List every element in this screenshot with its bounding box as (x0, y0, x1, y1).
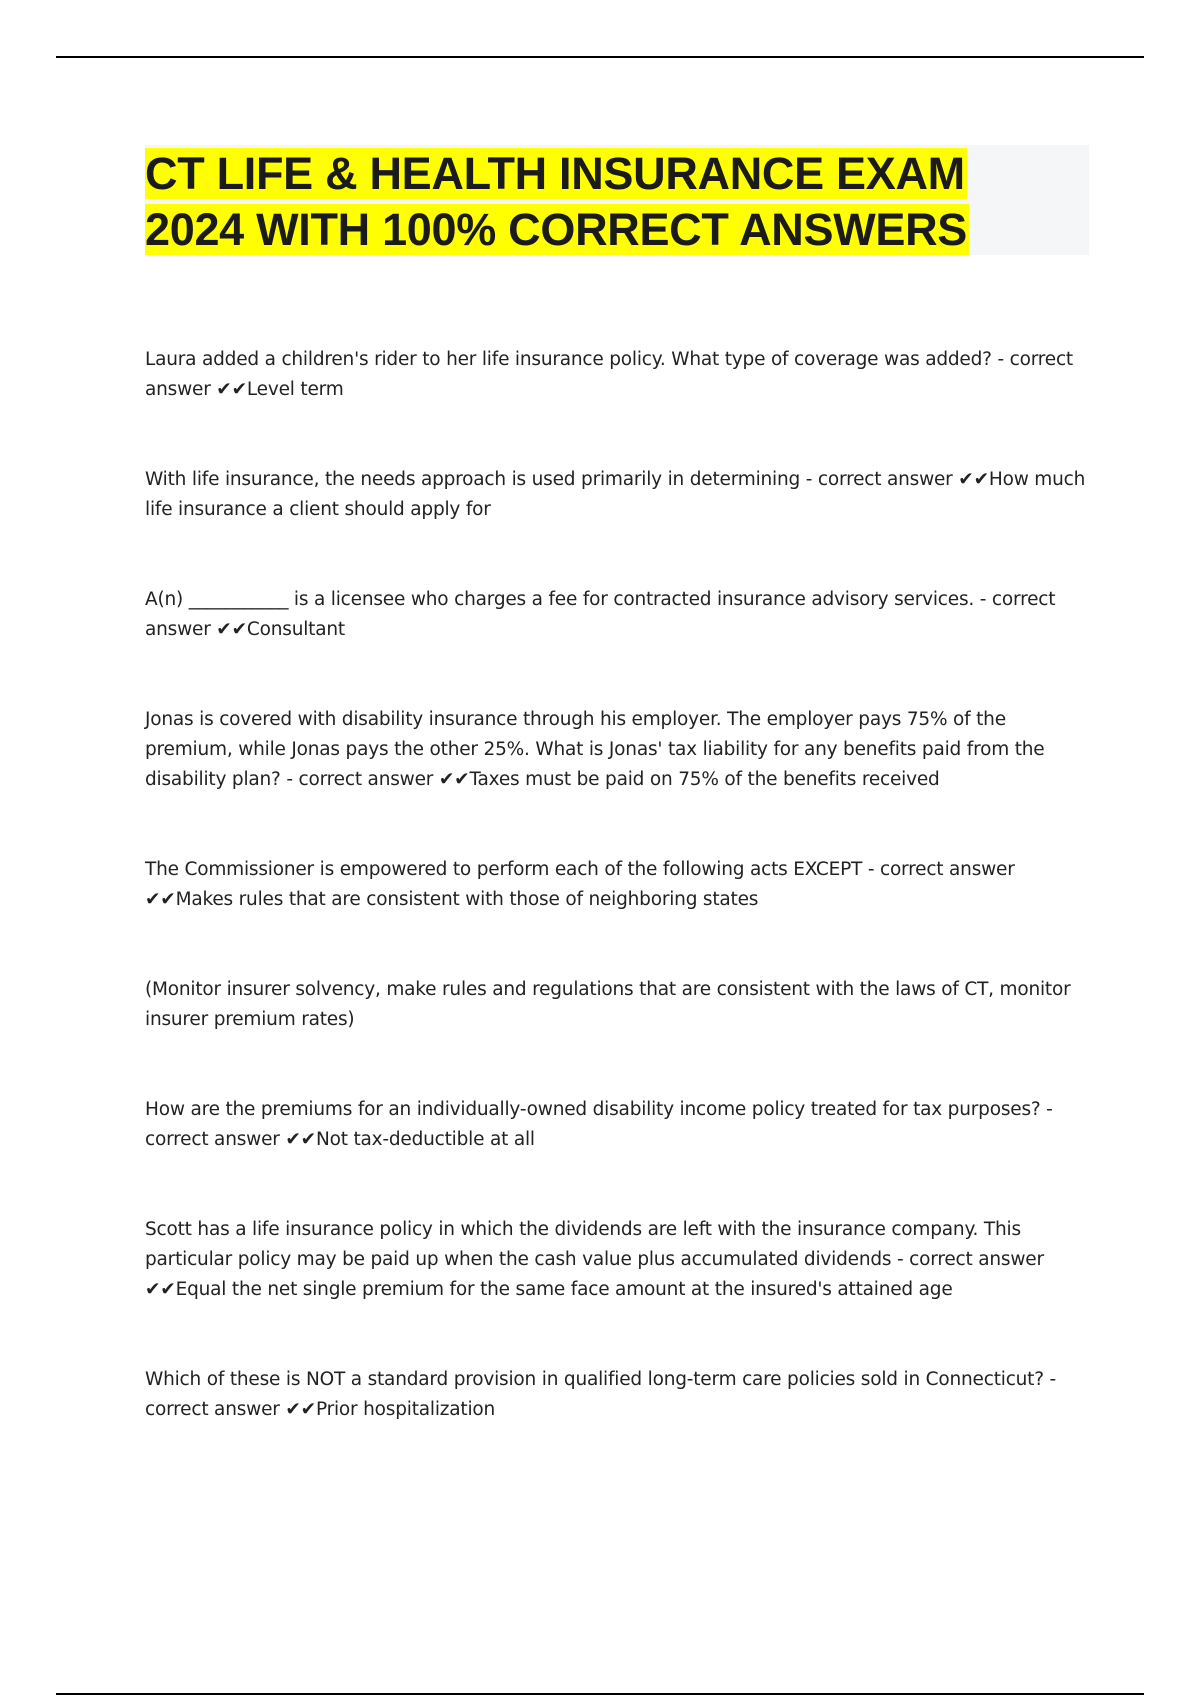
question-answer-3: A(n) ___________ is a licensee who charges a fee for contracted insurance advisory services. - correct answer ✔✔Consultant (145, 589, 1056, 640)
question-answer-6: How are the premiums for an individually-owned disability income policy treated for tax purposes? - correct answer ✔✔Not tax-deductible at all (145, 1099, 1053, 1150)
question-answer-8: Which of these is NOT a standard provision in qualified long-term care policies sold in Connecticut? - correct answer ✔✔Prior hospitalization (145, 1369, 1057, 1420)
question-answer-7: Scott has a life insurance policy in which the dividends are left with the insurance company. This particular policy may be paid up when the cash value plus accumulated dividends - correct answer ✔✔Equal the net single premium for the same face amount at the insured's attained age (145, 1219, 1044, 1300)
question-answer-4: Jonas is covered with disability insurance through his employer. The employer pays 75% of the premium, while Jonas pays the other 25%. What is Jonas' tax liability for any benefits paid from the disability plan? - correct answer ✔✔Taxes must be paid on 75% of the benefits received (145, 709, 1045, 790)
document-title-text: CT LIFE & HEALTH INSURANCE EXAM 2024 WITH 100% CORRECT ANSWERS (145, 148, 968, 255)
question-answer-5: The Commissioner is empowered to perform each of the following acts EXCEPT - correct answer ✔✔Makes rules that are consistent with those of neighboring states (145, 859, 1015, 910)
document-title (145, 146, 1045, 258)
top-rule (56, 56, 1144, 58)
bottom-rule (56, 1693, 1144, 1695)
question-answer-2: With life insurance, the needs approach is used primarily in determining - correct answer ✔✔How much life insurance a client should apply for (145, 469, 1086, 520)
parenthetical-note: (Monitor insurer solvency, make rules and regulations that are consistent with the laws of CT, monitor insurer premium rates) (145, 979, 1071, 1030)
question-answer-1: Laura added a children's rider to her life insurance policy. What type of coverage was added? - correct answer ✔✔Level term (145, 349, 1073, 400)
